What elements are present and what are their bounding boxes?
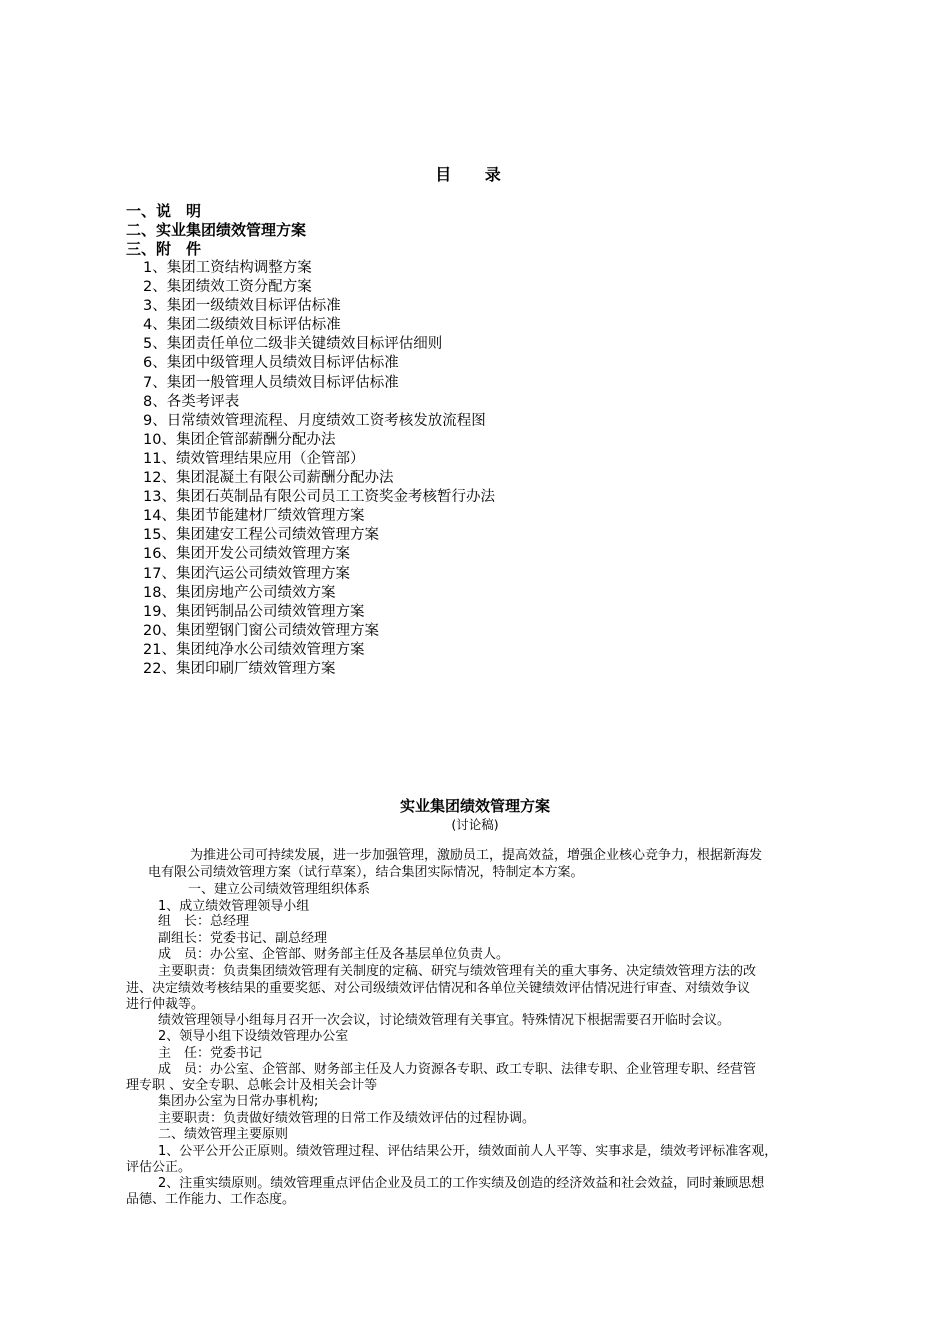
toc-main-list: [126, 202, 306, 259]
toc-item: 11、绩效管理结果应用（企管部）: [143, 450, 365, 467]
toc-item: 3、集团一级绩效目标评估标准: [143, 298, 341, 315]
toc-item: 9、日常绩效管理流程、月度绩效工资考核发放流程图: [143, 412, 486, 429]
subsection-heading-2: 2、领导小组下设绩效管理办公室: [158, 1029, 349, 1044]
duty2-line: 主要职责：负责做好绩效管理的日常工作及绩效评估的过程协调。: [158, 1111, 536, 1126]
toc-item: 6、集团中级管理人员绩效目标评估标准: [143, 355, 399, 372]
toc-item: 10、集团企管部薪酬分配办法: [143, 431, 336, 448]
intro-line-1: 为推进公司可持续发展，进一步加强管理，激励员工，提高效益，增强企业核心竞争力，根据新海发: [190, 848, 763, 863]
document-subtitle: (讨论稿): [451, 817, 499, 832]
members2-line-1: 成 员：办公室、企管部、财务部主任及人力资源各专职、政工专职、法律专职、企业管理专职、经营管: [158, 1062, 757, 1077]
toc-item: 18、集团房地产公司绩效方案: [143, 584, 336, 601]
toc-main-item: 二、实业集团绩效管理方案: [126, 221, 307, 239]
principle-1-line-2: 评估公正。: [126, 1160, 192, 1175]
principle-2-line-2: 品德、工作能力、工作态度。: [126, 1192, 296, 1207]
toc-item: 1、集团工资结构调整方案: [143, 260, 312, 276]
deputy-line: 副组长：党委书记、副总经理: [158, 931, 328, 946]
toc-item: 15、集团建安工程公司绩效管理方案: [143, 527, 379, 544]
principle-1-line-1: 1、公平公开公正原则。绩效管理过程、评估结果公开，绩效面前人人平等、实事求是，绩效考评标准客观，: [158, 1144, 778, 1159]
toc-item: 16、集团开发公司绩效管理方案: [143, 546, 350, 563]
toc-item: 12、集团混凝土有限公司薪酬分配办法: [143, 470, 394, 487]
leader-line: 组 长：总经理: [158, 914, 250, 929]
toc-item: 7、集团一般管理人员绩效目标评估标准: [143, 374, 399, 391]
toc-appendix-list: [143, 259, 495, 679]
principle-2-line-1: 2、注重实绩原则。绩效管理重点评估企业及员工的工作实绩及创造的经济效益和社会效益，同时兼顾思想: [158, 1176, 765, 1191]
toc-item: 17、集团汽运公司绩效管理方案: [143, 565, 350, 582]
toc-item: 14、集团节能建材厂绩效管理方案: [143, 508, 365, 525]
duty-line-1: 主要职责：负责集团绩效管理有关制度的定稿、研究与绩效管理有关的重大事务、决定绩效管理方法的改: [158, 964, 757, 979]
toc-item: 20、集团塑钢门窗公司绩效管理方案: [143, 622, 379, 639]
office-line: 集团办公室为日常办事机构;: [158, 1094, 319, 1109]
toc-item: 4、集团二级绩效目标评估标准: [143, 317, 341, 334]
toc-item: 22、集团印刷厂绩效管理方案: [143, 660, 336, 677]
toc-item: 19、集团钙制品公司绩效管理方案: [143, 603, 365, 620]
subsection-heading-1: 1、成立绩效管理领导小组: [158, 899, 310, 914]
meeting-line: 绩效管理领导小组每月召开一次会议，讨论绩效管理有关事宜。特殊情况下根据需要召开临时会议。: [158, 1013, 731, 1028]
toc-item: 8、各类考评表: [143, 393, 240, 410]
members2-line-2: 理专职 、安全专职、总帐会计及相关会计等: [126, 1078, 378, 1093]
toc-item: 2、集团绩效工资分配方案: [143, 279, 312, 296]
toc-item: 5、集团责任单位二级非关键绩效目标评估细则: [143, 336, 443, 353]
duty-line-2: 进、决定绩效考核结果的重要奖惩、对公司级绩效评估情况和各单位关键绩效评估情况进行审查、对绩效争议: [126, 981, 751, 996]
document-title: 实业集团绩效管理方案: [399, 797, 550, 815]
toc-item: 21、集团纯净水公司绩效管理方案: [143, 641, 365, 658]
toc-item: 13、集团石英制品有限公司员工工资奖金考核暂行办法: [143, 489, 495, 506]
members-line: 成 员：办公室、企管部、财务部主任及各基层单位负责人。: [158, 947, 510, 962]
toc-main-item: 三、附 件: [126, 240, 202, 258]
toc-main-item: 一、说 明: [126, 202, 202, 220]
duty-line-3: 进行仲裁等。: [126, 997, 205, 1012]
intro-line-2: 电有限公司绩效管理方案（试行草案），结合集团实际情况，特制定本方案。: [148, 865, 584, 880]
section-heading-2: 二、绩效管理主要原则: [158, 1127, 289, 1142]
director-line: 主 任：党委书记: [158, 1046, 263, 1061]
section-heading-1: 一、建立公司绩效管理组织体系: [188, 882, 371, 897]
toc-title: 目 录: [435, 165, 515, 184]
